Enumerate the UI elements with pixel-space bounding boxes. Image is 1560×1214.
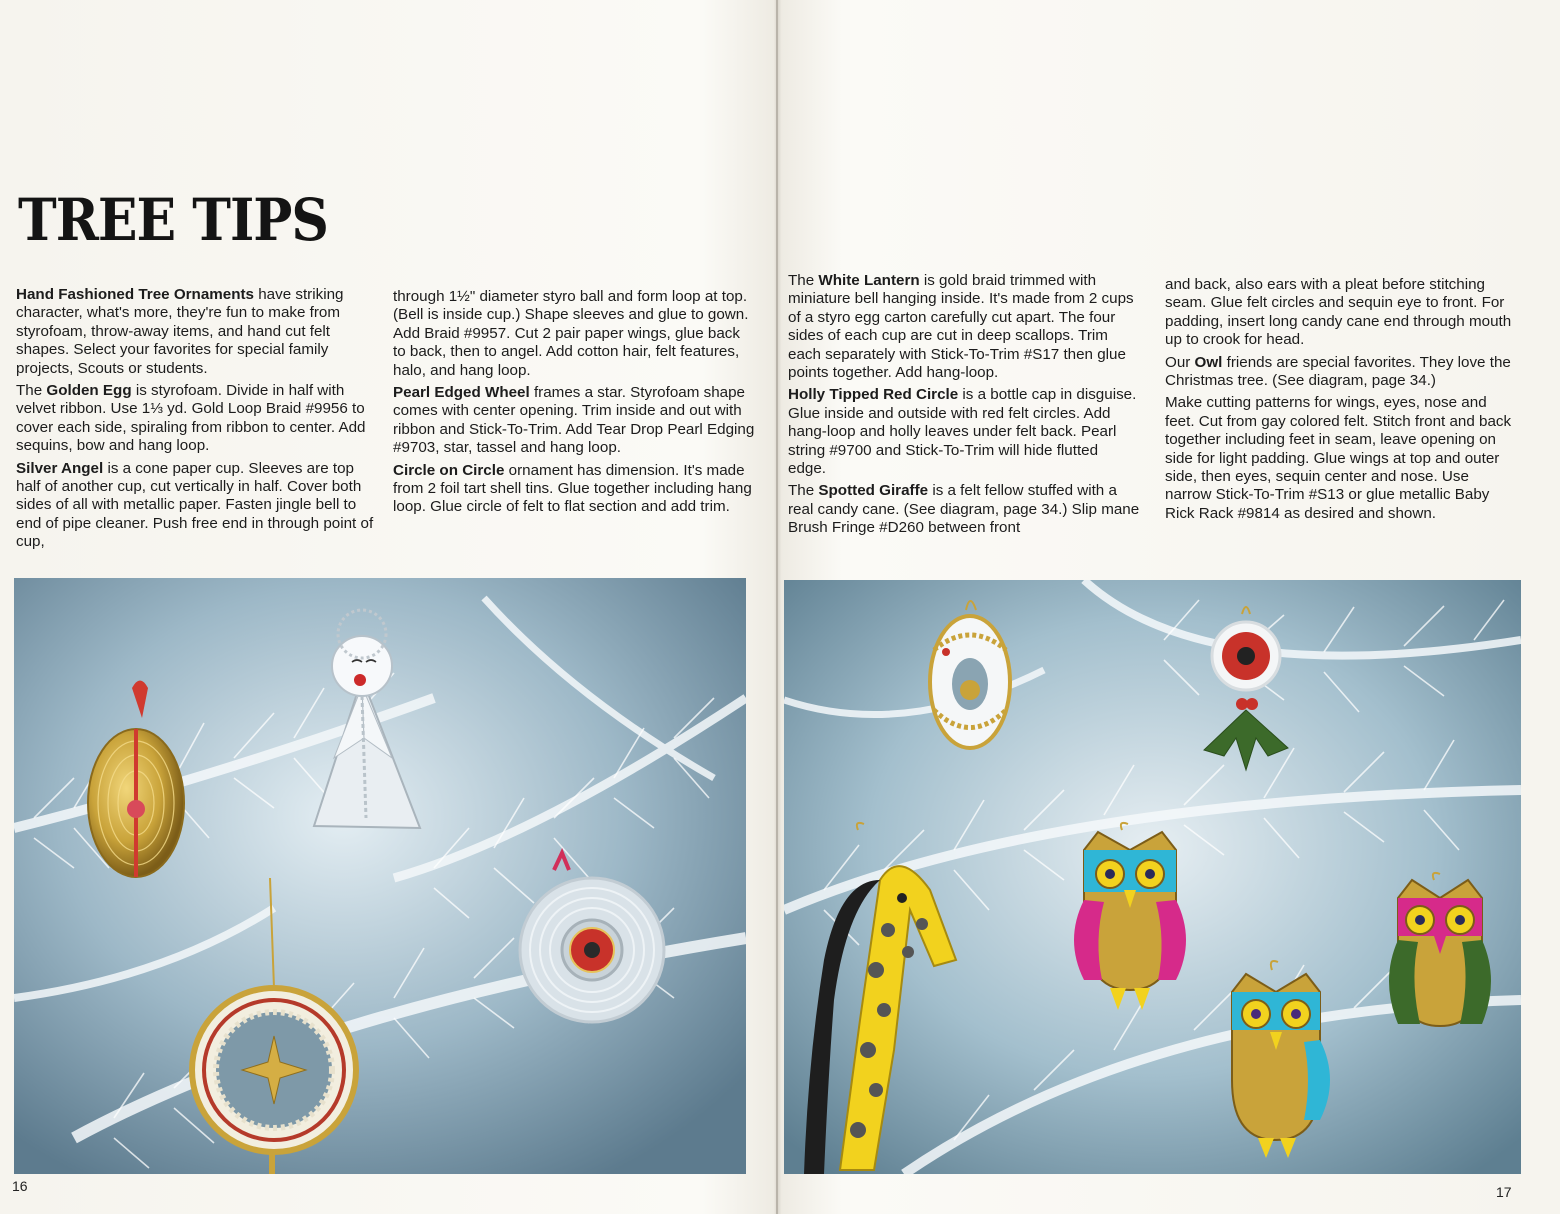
paragraph-owl-instructions: Make cutting patterns for wings, eyes, nose and feet. Cut from gay colored felt. Stitch front and back together including feet in seam, leave opening on side for light padding. Glue wings at top and outer side, then eyes, sequin center and nose. Use narrow Stick-To-Trim #S13 or glue metallic Baby Rick Rack #9814 as desired and shown.: [1165, 394, 1512, 522]
right-text-column-2: [1165, 276, 1517, 527]
paragraph-pearl-edged-wheel: Pearl Edged Wheel frames a star. Styrofoam shape comes with center opening. Trim inside and out with ribbon and Stick-To-Trim. Add Tear Drop Pearl Edging #9703, star, tassel and hang loop.: [393, 384, 755, 457]
paragraph-hand-fashioned: Hand Fashioned Tree Ornaments have striking character, what's more, they're fun to make from styrofoam, throw-away items, and hand cut felt shapes. Select your favorites for special family projects, Scouts or students.: [16, 286, 344, 377]
ornament-photo-right: [784, 580, 1521, 1174]
paragraph-holly-tipped: Holly Tipped Red Circle is a bottle cap in disguise. Glue inside and outside with red felt circles. Add hang-loop and holly leaves under felt back. Pearl string #9700 and Stick-To-Trim will hide flutted edge.: [788, 386, 1137, 478]
paragraph-white-lantern: The White Lantern is gold braid trimmed with miniature bell hanging inside. It's made from 2 cups of a styro egg carton carefully cut apart. The four sides of each cup are cut in deep scallops. Trim each separately with Stick-To-Trim #S17 then glue points together. Add hang-loop.: [788, 272, 1134, 382]
page-gutter: [776, 0, 778, 1214]
paragraph-spotted-giraffe: The Spotted Giraffe is a felt fellow stuffed with a real candy cane. (See diagram, page 34.) Slip mane Brush Fringe #D260 between front: [788, 482, 1140, 537]
tree-ornaments-illustration-left: [14, 578, 746, 1174]
page-number-right: 17: [1496, 1184, 1512, 1200]
ornament-photo-left: [14, 578, 746, 1174]
paragraph-circle-on-circle: Circle on Circle ornament has dimension. It's made from 2 foil tart shell tins. Glue together including hang loop. Glue circle of felt to flat section and add trim.: [393, 461, 752, 516]
left-text-column-2: [393, 288, 755, 521]
paragraph-silver-angel-cont: through 1½" diameter styro ball and form loop at top. (Bell is inside cup.) Shape sleeves and glue to gown. Add Braid #9957. Cut 2 pair paper wings, glue back to back, then to angel. Add cotton hair, felt features, halo, and hang loop.: [393, 288, 749, 379]
paragraph-owl: Our Owl friends are special favorites. They love the Christmas tree. (See diagram, page 34.): [1165, 353, 1511, 390]
right-text-column-1: [788, 272, 1140, 542]
paragraph-golden-egg: The Golden Egg is styrofoam. Divide in half with velvet ribbon. Use 1⅓ yd. Gold Loop Braid #9956 to cover each side, spiraling from ribbon to center. Add sequins, bow and hang loop.: [16, 382, 366, 455]
page-title: TREE TIPS: [18, 186, 328, 255]
paragraph-giraffe-cont: and back, also ears with a pleat before stitching seam. Glue felt circles and sequin eye to front. For padding, insert long candy cane end through mouth up to crook for head.: [1165, 276, 1512, 349]
page-number-left: 16: [12, 1178, 28, 1194]
paragraph-silver-angel: Silver Angel is a cone paper cup. Sleeves are top half of another cup, cut vertically in half. Cover both sides of all with metallic paper. Fasten jingle bell to end of pipe cleaner. Push free end in through point of cup,: [16, 459, 374, 551]
tree-ornaments-illustration-right: [784, 580, 1521, 1174]
left-text-column-1: [16, 286, 378, 556]
